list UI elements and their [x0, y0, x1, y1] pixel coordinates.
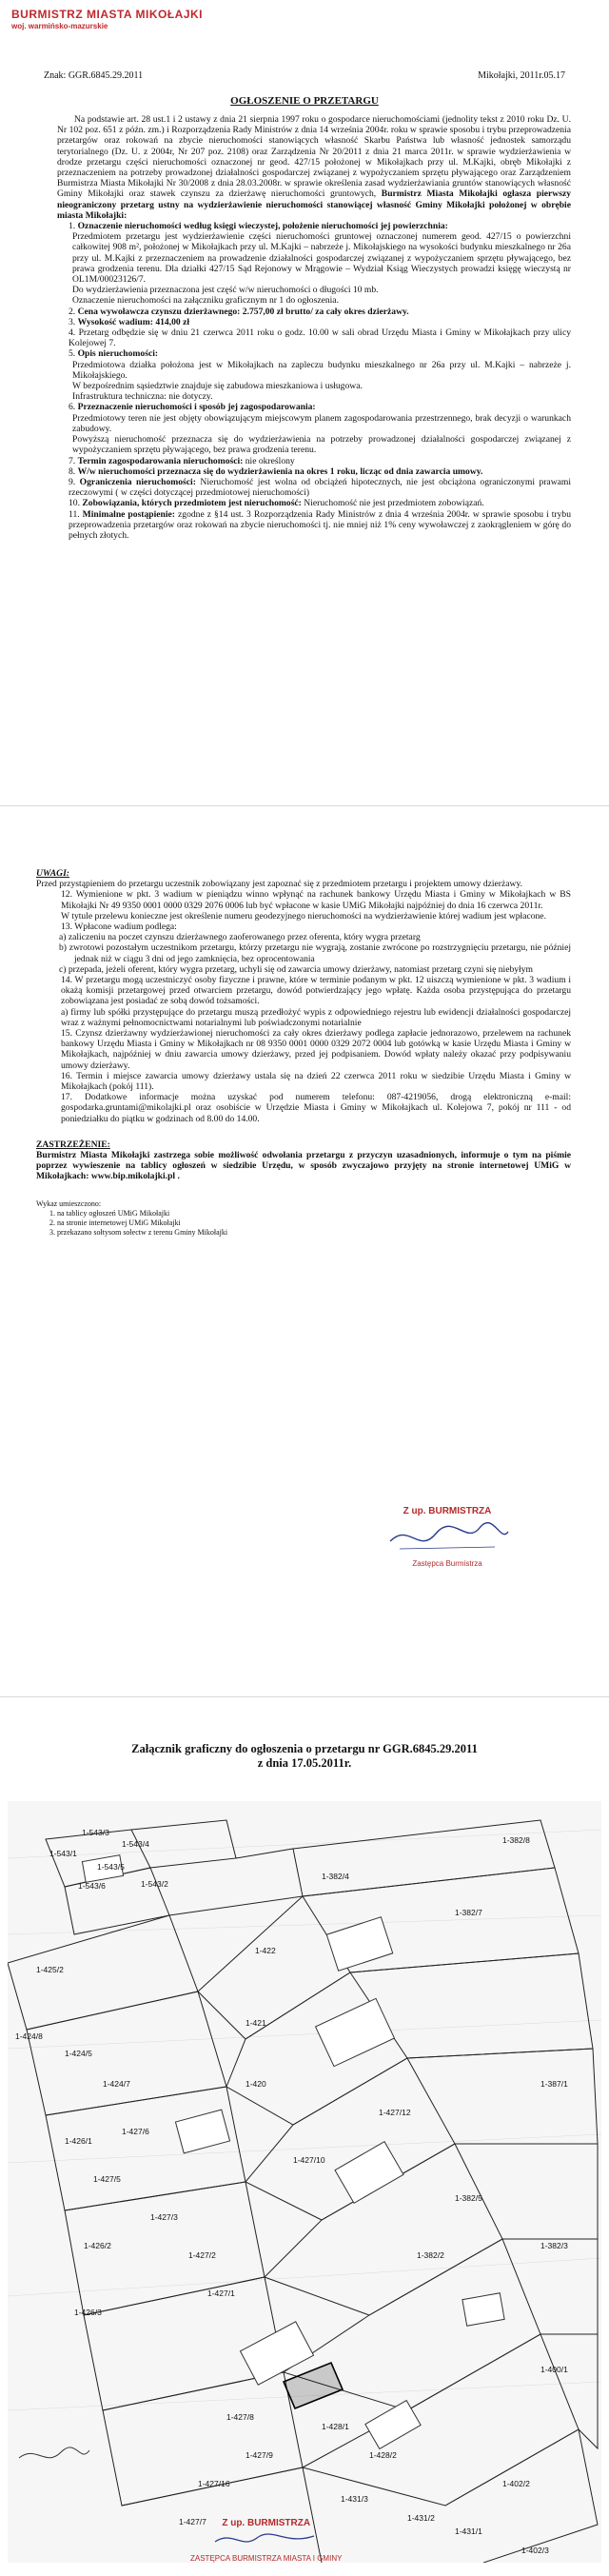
remark-text: W przetargu mogą uczestniczyć osoby fizyczne i prawne, które w terminie podanym w pkt. 12 uiszczą wymienione w pkt. 3 wadium i okażą komisji przetargowej przed otwarciem przetargu, dowód potwierdzający jego wpłatę. Każda osoba przystępująca do przetargu zobowiązana jest posiadać ze sobą dowód tożsamości.: [61, 975, 572, 1007]
remark-number: 17.: [61, 1092, 85, 1103]
remark-item: [36, 964, 571, 975]
uwagi-title: UWAGI:: [36, 868, 70, 879]
parcel-label: 1-428/2: [369, 2450, 397, 2460]
remark-item: [36, 1092, 571, 1124]
parcel-label: 1-382/2: [417, 2250, 444, 2260]
remark-item: [36, 975, 571, 1007]
item-text: Przetarg odbędzie się w dniu 21 czerwca 2011 roku o godz. 10.00 w sali obrad Urzędu Miasta i Gminy w Mikołajkach przy ulicy Kolejowej 7.: [69, 327, 572, 349]
notice-item: [69, 348, 571, 402]
distribution-item: 3. przekazano sołtysom sołectw z terenu Gminy Mikołajki: [57, 1228, 571, 1238]
page-title: OGŁOSZENIE O PRZETARGU: [230, 95, 379, 107]
item-number: 1.: [69, 221, 78, 232]
notice-item: [69, 498, 571, 508]
distribution-item: 2. na stronie internetowej UMiG Mikołajki: [57, 1219, 571, 1228]
remark-text: zwrotowi pozostałym uczestnikom przetargu, którzy przetargu nie wygrają, zostanie zwrócone po rozstrzygnięciu przetargu, nie później jednak niż w ciągu 3 dni od jego zamknięcia, bez oprocentowania: [69, 942, 572, 964]
parcel-label: 1-427/6: [122, 2127, 149, 2136]
item-text: Nieruchomość nie jest przedmiotem zobowiązań.: [301, 498, 484, 509]
parcel-label: 1-427/10: [293, 2155, 325, 2165]
parcel-label: 1-427/9: [246, 2450, 273, 2460]
remark-text: zaliczeniu na poczet czynszu dzierżawnego zaoferowanego przez oferenta, który wygra przetarg: [68, 932, 421, 943]
parcel-label: 1-427/7: [179, 2517, 206, 2526]
item-number: 3.: [69, 316, 78, 327]
signature-stamp: Z up. BURMISTRZA Zastępca Burmistrza: [381, 1506, 514, 1568]
remark-item: [36, 932, 571, 942]
parcel-label: 1-428/1: [322, 2422, 349, 2431]
notice-items: [57, 221, 571, 541]
item-heading: Opis nieruchomości:: [77, 348, 159, 360]
remark-text: Dodatkowe informacje można uzyskać pod numerem telefonu: 087-4219056, drogą elektroniczną e-mail: gospodarka.gruntami@mikolajki.pl oraz osobiście w Urzędzie Miasta i Gminy w Mikołajkach ul. Kolejowa 7, pokój nr 111 - od poniedziałku do piątku w godzinach od 8.00 do 14.00.: [61, 1092, 572, 1124]
place-date: Mikołajki, 2011r.05.17: [478, 70, 565, 81]
item-heading: Zobowiązania, których przedmiotem jest nieruchomość:: [82, 498, 302, 509]
item-line: Przedmiotem przetargu jest wydzierżawienie części nieruchomości gruntowej oznaczonej numerem geod. 427/15 o powierzchni całkowitej 908 m², położonej w Mikołajkach przy ul. M.Kajki – nabrzeże j. Mikołajskiego na wysokości budynku mieszkalnego nr 26a przy ul. M.Kajki z przeznaczeniem na prowadzenie działalności gospodarczej związanej z wypożyczaniem sprzętu pływającego, bez prawa grodzenia terenu. Dla działki 427/15 Sąd Rejonowy w Mrągowie – Wydział Ksiąg Wieczystych prowadzi księgę wieczystą nr OL1M/00023126/7.: [72, 231, 571, 286]
notice-body: [57, 114, 571, 541]
signature-icon: [381, 1516, 514, 1555]
parcel-label: 1-427/16: [198, 2479, 230, 2488]
parcel-label: 1-382/4: [322, 1872, 349, 1881]
parcel-label: 1-427/5: [93, 2174, 121, 2184]
signature-icon: [209, 2528, 324, 2549]
item-text: nie określony: [243, 455, 295, 466]
parcel-label: 1-543/2: [141, 1879, 168, 1889]
remark-item: [36, 1071, 571, 1092]
item-heading: Minimalne postąpienie:: [82, 508, 176, 520]
parcel-label: 1-422: [255, 1946, 276, 1955]
parcel-label: 1-427/3: [150, 2212, 178, 2222]
remark-text: W tytule przelewu konieczne jest określenie numeru geodezyjnego nieruchomości na wydzierżawienie której wadium jest wpłacone.: [61, 910, 546, 921]
parcel-label: 1-382/7: [455, 1908, 482, 1917]
remark-text: Wpłacone wadium podlega:: [74, 921, 177, 933]
remark-text: przepada, jeżeli oferent, który wygra przetarg, uchyli się od zawarcia umowy dzierżawy, natomiast przetarg czyni się niebyłym: [68, 963, 533, 975]
remark-item: [36, 911, 571, 921]
remark-item: [36, 942, 571, 963]
parcel-label: 1-387/1: [540, 2079, 568, 2089]
parcel-label: 1-427/2: [188, 2250, 216, 2260]
remark-number: 15.: [61, 1028, 76, 1040]
parcel-label: 1-543/5: [97, 1862, 125, 1872]
notice-item: [69, 327, 571, 348]
item-number: 6.: [69, 402, 78, 413]
remark-text: Wymienione w pkt. 3 wadium w pieniądzu winno wpłynąć na rachunek bankowy Urzędu Miasta i Gminy w Mikołajkach w BS Mikołajki Nr 49 9350 0001 0000 0329 2076 0006 lub być wpłacone w kasie UMiG Mikołajki najpóźniej do dnia 16 czerwca 2011r.: [61, 889, 571, 911]
notice-item: [69, 456, 571, 466]
parcel-label: 1-402/2: [502, 2479, 530, 2488]
reserve-title: ZASTRZEŻENIE:: [36, 1139, 110, 1150]
remark-text: a) firmy lub spółki przystępujące do przetargu muszą przedłożyć wypis z odpowiedniego rejestru lub ewidencji działalności gospodarczej wraz z ważnymi pełnomocnictwami notarialnymi lub poświadczonymi notarialnie: [61, 1006, 571, 1028]
item-number: 8.: [69, 466, 78, 477]
parcel-label: 1-543/3: [82, 1828, 109, 1837]
notice-page-2: [0, 811, 609, 1673]
item-text: Nieruchomość jest wolna od obciążeń hipotecznych, nie jest obciążona ograniczonymi prawami rzeczowymi ( w części dotyczącej przedmiotowej nieruchomości): [69, 476, 572, 499]
parcel-label: 1-424/5: [65, 2049, 92, 2058]
page-separator: [0, 1696, 609, 1697]
item-number: 7.: [69, 455, 78, 466]
parcel-label: 1-427/8: [226, 2412, 254, 2422]
stamp-subtitle: woj. warmińsko-mazurskie: [11, 22, 108, 30]
item-line: Powyższą nieruchomość przeznacza się do wydzierżawienia na potrzeby prowadzonej działalności gospodarczej związanej z wypożyczaniem sprzętu pływającego, bez prawa grodzenia terenu.: [72, 434, 571, 456]
item-number: 2.: [69, 306, 78, 317]
parcel-label: 1-543/6: [78, 1881, 106, 1891]
remark-number: 12.: [61, 889, 76, 901]
reference-number: Znak: GGR.6845.29.2011: [44, 70, 144, 81]
parcel-label: 1-543/1: [49, 1849, 77, 1858]
stamp-title: BURMISTRZ MIASTA MIKOŁAJKI: [11, 8, 203, 21]
uwagi-intro: Przed przystąpieniem do przetargu uczestnik zobowiązany jest zapoznać się z przedmiotem przetargu i projektem umowy dzierżawy.: [36, 879, 523, 890]
item-heading: Termin zagospodarowania nieruchomości:: [77, 455, 244, 466]
cadastral-map: [8, 1801, 601, 2563]
parcel-label: 1-427/12: [379, 2108, 411, 2117]
parcel-label: 1-420: [246, 2079, 266, 2089]
item-number: 5.: [69, 348, 78, 360]
item-line: Infrastruktura techniczna: nie dotyczy.: [72, 391, 213, 403]
intro-paragraph: Na podstawie art. 28 ust.1 i 2 ustawy z dnia 21 sierpnia 1997 roku o gospodarce nieruchomościami (jednolity tekst z 2010 roku Dz. U. Nr 102 poz. 651 z późn. zm.) i Rozporządzenia Rady Ministrów z dnia 14 września 2004r. roku w sprawie sposobu i trybu przeprowadzenia przetargów oraz rokowań na zbycie nieruchomości stanowiących własność Skarbu Państwa lub własność jednostek samorządu terytorialnego (Dz. U. z 2004r, Nr 207 poz. 2108) oraz Zarządzenia Nr 20/2011 z dnia 21 marca 2011r. w sprawie wydzierżawienia w drodze przetargu części nieruchomości oznaczonej nr geod. 427/15 położonej w Mikołajkach przy ul. M.Kajki, obręb Mikołajki z przeznaczeniem na potrzeby prowadzonej działalności gospodarczej związanej z wypożyczaniem sprzętu pływającego oraz Zarządzeniem Burmistrza Miasta Mikołajki Nr 30/2008 z dnia 28.03.2008r. w sprawie określenia zasad wydzierżawiania gruntów stanowiących własność Gminy Mikołajki oraz stawek czynszu za dzierżawę nieruchomości gruntowych, Burmistrz Miasta Mikołajki ogłasza pierwszy nieograniczony przetarg ustny na wydzierżawienie nieruchomości stanowiącej własność Gminy Mikołajki położonej w obrębie miasta Mikołajki:: [57, 114, 572, 221]
item-heading: Przeznaczenie nieruchomości i sposób jej zagospodarowania:: [77, 402, 316, 413]
parcel-label: 1-424/8: [15, 2031, 43, 2041]
parcel-label: 1-426/3: [74, 2308, 102, 2317]
remark-text: Termin i miejsce zawarcia umowy dzierżawy ustala się na dzień 22 czerwca 2011 roku w siedzibie Urzędu Miasta i Gminy w Mikołajkach (pokój 111).: [61, 1070, 572, 1093]
item-line: Oznaczenie nieruchomości na załączniku graficznym nr 1 do ogłoszenia.: [72, 295, 339, 307]
item-heading: Cena wywoławcza czynszu dzierżawnego: 2.757,00 zł brutto/ za cały okres dzierżawy.: [77, 306, 409, 317]
item-heading: W/w nieruchomości przeznacza się do wydzierżawienia na okres 1 roku, licząc od dnia zawarcia umowy.: [77, 466, 483, 477]
map-signature-stamp: Z up. BURMISTRZA ZASTĘPCA BURMISTRZA MIASTA I GMINY: [190, 2518, 343, 2563]
parcel-label: 1-382/3: [540, 2241, 568, 2250]
distribution-item: 1. na tablicy ogłoszeń UMiG Mikołajki: [57, 1209, 571, 1219]
item-heading: Ograniczenia nieruchomości:: [79, 476, 196, 487]
parcel-label: 1-421: [246, 2018, 266, 2028]
notice-item: [69, 317, 571, 327]
notice-item: [69, 509, 571, 542]
distribution-title: Wykaz umieszczono:: [36, 1199, 102, 1208]
notice-item: [69, 477, 571, 498]
parcel-label: 1-400/1: [540, 2365, 568, 2374]
parcel-label: 1-426/2: [84, 2241, 111, 2250]
parcel-label: 1-431/1: [455, 2526, 482, 2536]
distribution-list: [36, 1199, 571, 1238]
parcel-label: 1-425/2: [36, 1965, 64, 1974]
notice-item: [69, 307, 571, 317]
header-stamp: [11, 8, 203, 30]
remark-number: 16.: [61, 1070, 77, 1081]
notice-items-2: [36, 889, 571, 1123]
item-heading: Oznaczenie nieruchomości według księgi wieczystej, położenie nieruchomości jej powierzchnia:: [77, 221, 448, 232]
remark-item: [36, 889, 571, 910]
parcel-label: 1-382/5: [455, 2193, 482, 2203]
parcel-label: 1-426/1: [65, 2136, 92, 2146]
remark-item: [36, 1028, 571, 1071]
parcel-label: 1-427/1: [207, 2289, 235, 2298]
item-line: Przedmiotowy teren nie jest objęty obowiązującym miejscowym planem zagospodarowania przestrzennego, brak decyzji o warunkach zabudowy.: [72, 412, 571, 434]
item-line: W bezpośrednim sąsiedztwie znajduje się zabudowa mieszkaniowa i usługowa.: [72, 381, 363, 392]
parcel-label: 1-402/3: [521, 2546, 549, 2555]
notice-page-1: [0, 0, 609, 800]
item-line: Przedmiotowa działka położona jest w Mikołajkach na zapleczu budynku mieszkalnego nr 26a przy ul. M.Kajki – nabrzeże j. Mikołajskiego.: [72, 359, 571, 381]
item-number: 9.: [69, 476, 80, 487]
item-number: 10.: [69, 498, 83, 509]
remark-number: b): [59, 942, 69, 954]
remark-number: a): [59, 932, 69, 943]
parcel-label: 1-543/4: [122, 1839, 149, 1849]
distribution-items: [36, 1209, 571, 1238]
map-title: Załącznik graficzny do ogłoszenia o przetargu nr GGR.6845.29.2011 z dnia 17.05.2011r.: [131, 1742, 478, 1770]
notice-item: [69, 221, 571, 307]
remark-item: [36, 1007, 571, 1028]
item-line: Do wydzierżawienia przeznaczona jest część w/w nieruchomości o długości 10 mb.: [72, 285, 379, 296]
page-separator: [0, 805, 609, 806]
meta-row: [44, 70, 565, 81]
remark-number: 14.: [61, 975, 75, 986]
remark-text: Czynsz dzierżawny wydzierżawionej nieruchomości za cały okres dzierżawy podlega zapłacie jednorazowo, przelewem na rachunek bankowy Urzędu Miasta i Gminy w Mikołajkach nr 08 9350 0001 0000 0329 2072 0004 lub gotówką w kasie Urzędu Miasta i Gminy w Mikołajkach, najpóźniej w dniu zawarcia umowy dzierżawy, przed jej podpisaniem. Dowód wpłaty należy okazać przy podpisywaniu umowy dzierżawy.: [61, 1028, 572, 1071]
parcel-label: 1-431/3: [341, 2494, 368, 2504]
item-number: 11.: [69, 508, 83, 520]
reserve-text: Burmistrz Miasta Mikołajki zastrzega sobie możliwość odwołania przetargu z przyczyn uzasadnionych, informuje o tym na piśmie poprzez wywieszenie na tablicy ogłoszeń w siedzibie Urzędu, w sposób zwyczajowo przyjęty na stronie internetowej UMiG w Mikołajkach: www.bip.mikolajki.pl .: [36, 1150, 571, 1182]
remark-number: c): [59, 963, 69, 975]
parcel-label: 1-424/7: [103, 2079, 130, 2089]
remark-item: [36, 921, 571, 932]
parcel-label: 1-382/8: [502, 1835, 530, 1845]
remark-number: 13.: [61, 921, 75, 933]
item-text: zgodne z §14 ust. 3 Rozporządzenia Rady Ministrów z dnia 4 września 2004r. w sprawie sposobu i trybu przeprowadzenia przetargów oraz rokowań na zbycie nieruchomości tj. nie mniej niż 1% ceny wywoławczej z zaokrągleniem w górę do pełnych złotych.: [69, 508, 571, 541]
parcel-label: 1-431/2: [407, 2513, 435, 2523]
notice-item: [69, 466, 571, 477]
notice-item: [69, 402, 571, 455]
notice-body-2: [36, 868, 571, 1238]
item-heading: Wysokość wadium: 414,00 zł: [77, 316, 190, 327]
item-number: 4.: [69, 327, 79, 339]
map-attachment-page: [0, 1723, 609, 2576]
